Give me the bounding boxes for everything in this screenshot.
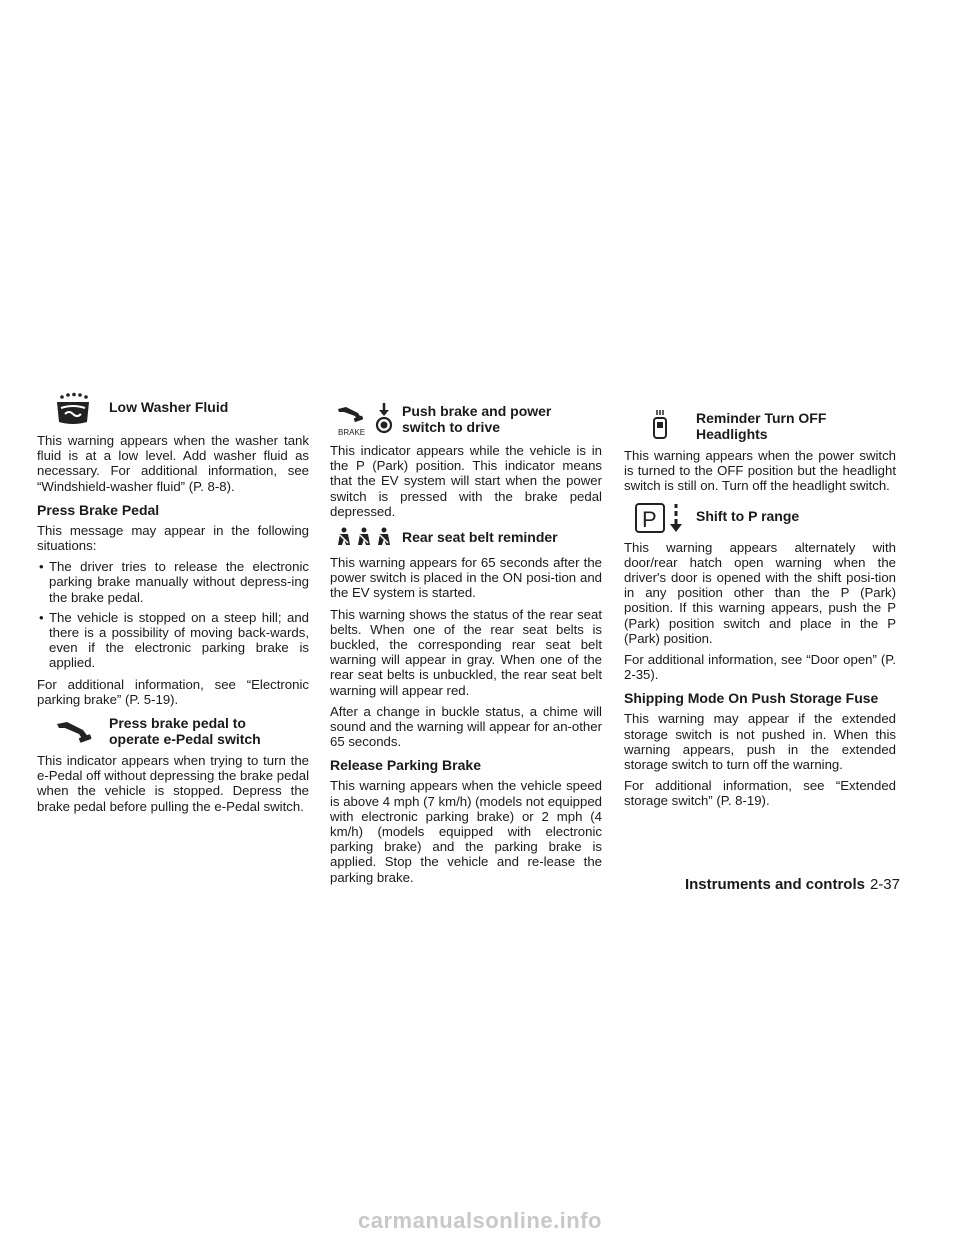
headlights-title-line-1: Reminder Turn OFF <box>696 410 827 426</box>
epedal-title-line-1: Press brake pedal to <box>109 715 246 732</box>
shift-title: Shift to P range <box>696 507 800 524</box>
epedal-title <box>109 715 261 747</box>
seatbelt-icon <box>330 527 402 549</box>
epedal-body: This indicator appears when trying to turn the e-Pedal off without depressing the brake pedal when the vehicle is stopped. Depress the brake pedal before pulling the e-Pedal switch. <box>37 753 309 814</box>
headlights-title-line-2: Headlights <box>696 426 768 442</box>
push-title-line-2: switch to drive <box>402 419 501 435</box>
headlights-body: This warning appears when the power switch is turned to the OFF position but the headlight switch is still on. Turn off the headlight switch. <box>624 448 896 494</box>
press-brake-list <box>37 559 309 670</box>
shift-p2: For additional information, see “Door open” (P. 2-35). <box>624 652 896 683</box>
release-body: This warning appears when the vehicle speed is above 4 mph (7 km/h) (models not equipped with electronic parking brake) or 2 mph (4 km/h) (models equipped with electronic parking brake) and the parking brake is applied. Stop the vehicle and re-lease the parking brake. <box>330 778 602 885</box>
push-title-line-1: Push brake and power <box>402 403 552 419</box>
press-brake-title: Press Brake Pedal <box>37 501 160 518</box>
shipping-p2: For additional information, see “Extended storage switch” (P. 8-19). <box>624 778 896 809</box>
press-brake-intro: This message may appear in the following situations: <box>37 522 309 554</box>
page-number: 2-37 <box>869 876 900 893</box>
seatbelt-p1: This warning appears for 65 seconds after the power switch is placed in the ON posi-tion and the EV system is started. <box>330 555 602 601</box>
seatbelt-heading <box>330 527 602 549</box>
list-item: • The vehicle is stopped on a steep hill; and there is a possibility of moving back-wards, even if the electronic parking brake is applied. <box>37 610 309 671</box>
washer-body: This warning appears when the washer tank fluid is at a low level. Add washer fluid as necessary. For additional information, see “Windshield-washer fluid” (P. 8-8). <box>37 433 309 494</box>
column-3 <box>624 410 896 815</box>
shipping-p1: This warning may appear if the extended storage switch is not pushed in. When this warning appears, push in the extended storage switch to turn off the warning. <box>624 711 896 773</box>
washer-fluid-icon <box>37 391 109 427</box>
press-brake-more: For additional information, see “Electronic parking brake” (P. 5-19). <box>37 676 309 707</box>
headlight-icon <box>624 410 696 440</box>
seatbelt-title: Rear seat belt reminder <box>402 529 558 546</box>
push-brake-title <box>402 403 551 435</box>
headlights-title <box>696 410 826 442</box>
shift-icon-letter: P <box>642 506 657 532</box>
push-brake-heading <box>330 403 602 437</box>
seatbelt-p3: After a change in buckle status, a chime will sound and the warning will appear for an-other 65 seconds. <box>330 703 602 750</box>
list-item: • The driver tries to release the electronic parking brake manually without depress-ing the brake pedal. <box>37 559 309 605</box>
column-1 <box>37 397 309 820</box>
push-brake-body: This indicator appears while the vehicle is in the P (Park) position. This indicator means that the EV system will start when the power switch is pressed with the brake pedal depressed. <box>330 443 602 519</box>
brake-pedal-icon <box>37 715 109 747</box>
seatbelt-p2: This warning shows the status of the rear seat belts. When one of the rear seat belts is buckled, the corresponding rear seat belt warning will appear in gray. When one of the rear seat belts is unbuckled, the rear seat belt warning will appear red. <box>330 606 602 698</box>
page-footer <box>620 876 900 893</box>
column-2 <box>330 403 602 891</box>
washer-heading <box>37 397 309 427</box>
shift-p1: This warning appears alternately with door/rear hatch open warning when the driver's door is opened with the shift posi-tion in any position other than the P (Park) position. If this warning appears, push the P (Park) position switch and place in the P (Park) position. <box>624 539 896 646</box>
watermark: carmanualsonline.info <box>358 1208 602 1233</box>
epedal-title-line-2: operate e-Pedal switch <box>109 731 261 748</box>
shift-heading <box>624 502 896 534</box>
shift-p-icon <box>624 502 696 534</box>
epedal-heading <box>37 715 309 747</box>
release-title: Release Parking Brake <box>330 757 481 774</box>
brake-power-icon <box>330 403 402 437</box>
washer-title: Low Washer Fluid <box>109 399 229 415</box>
footer-section: Instruments and controls <box>684 876 865 893</box>
shipping-title: Shipping Mode On Push Storage Fuse <box>624 690 879 707</box>
brake-icon-label: BRAKE <box>338 428 366 437</box>
headlights-heading <box>624 410 896 442</box>
